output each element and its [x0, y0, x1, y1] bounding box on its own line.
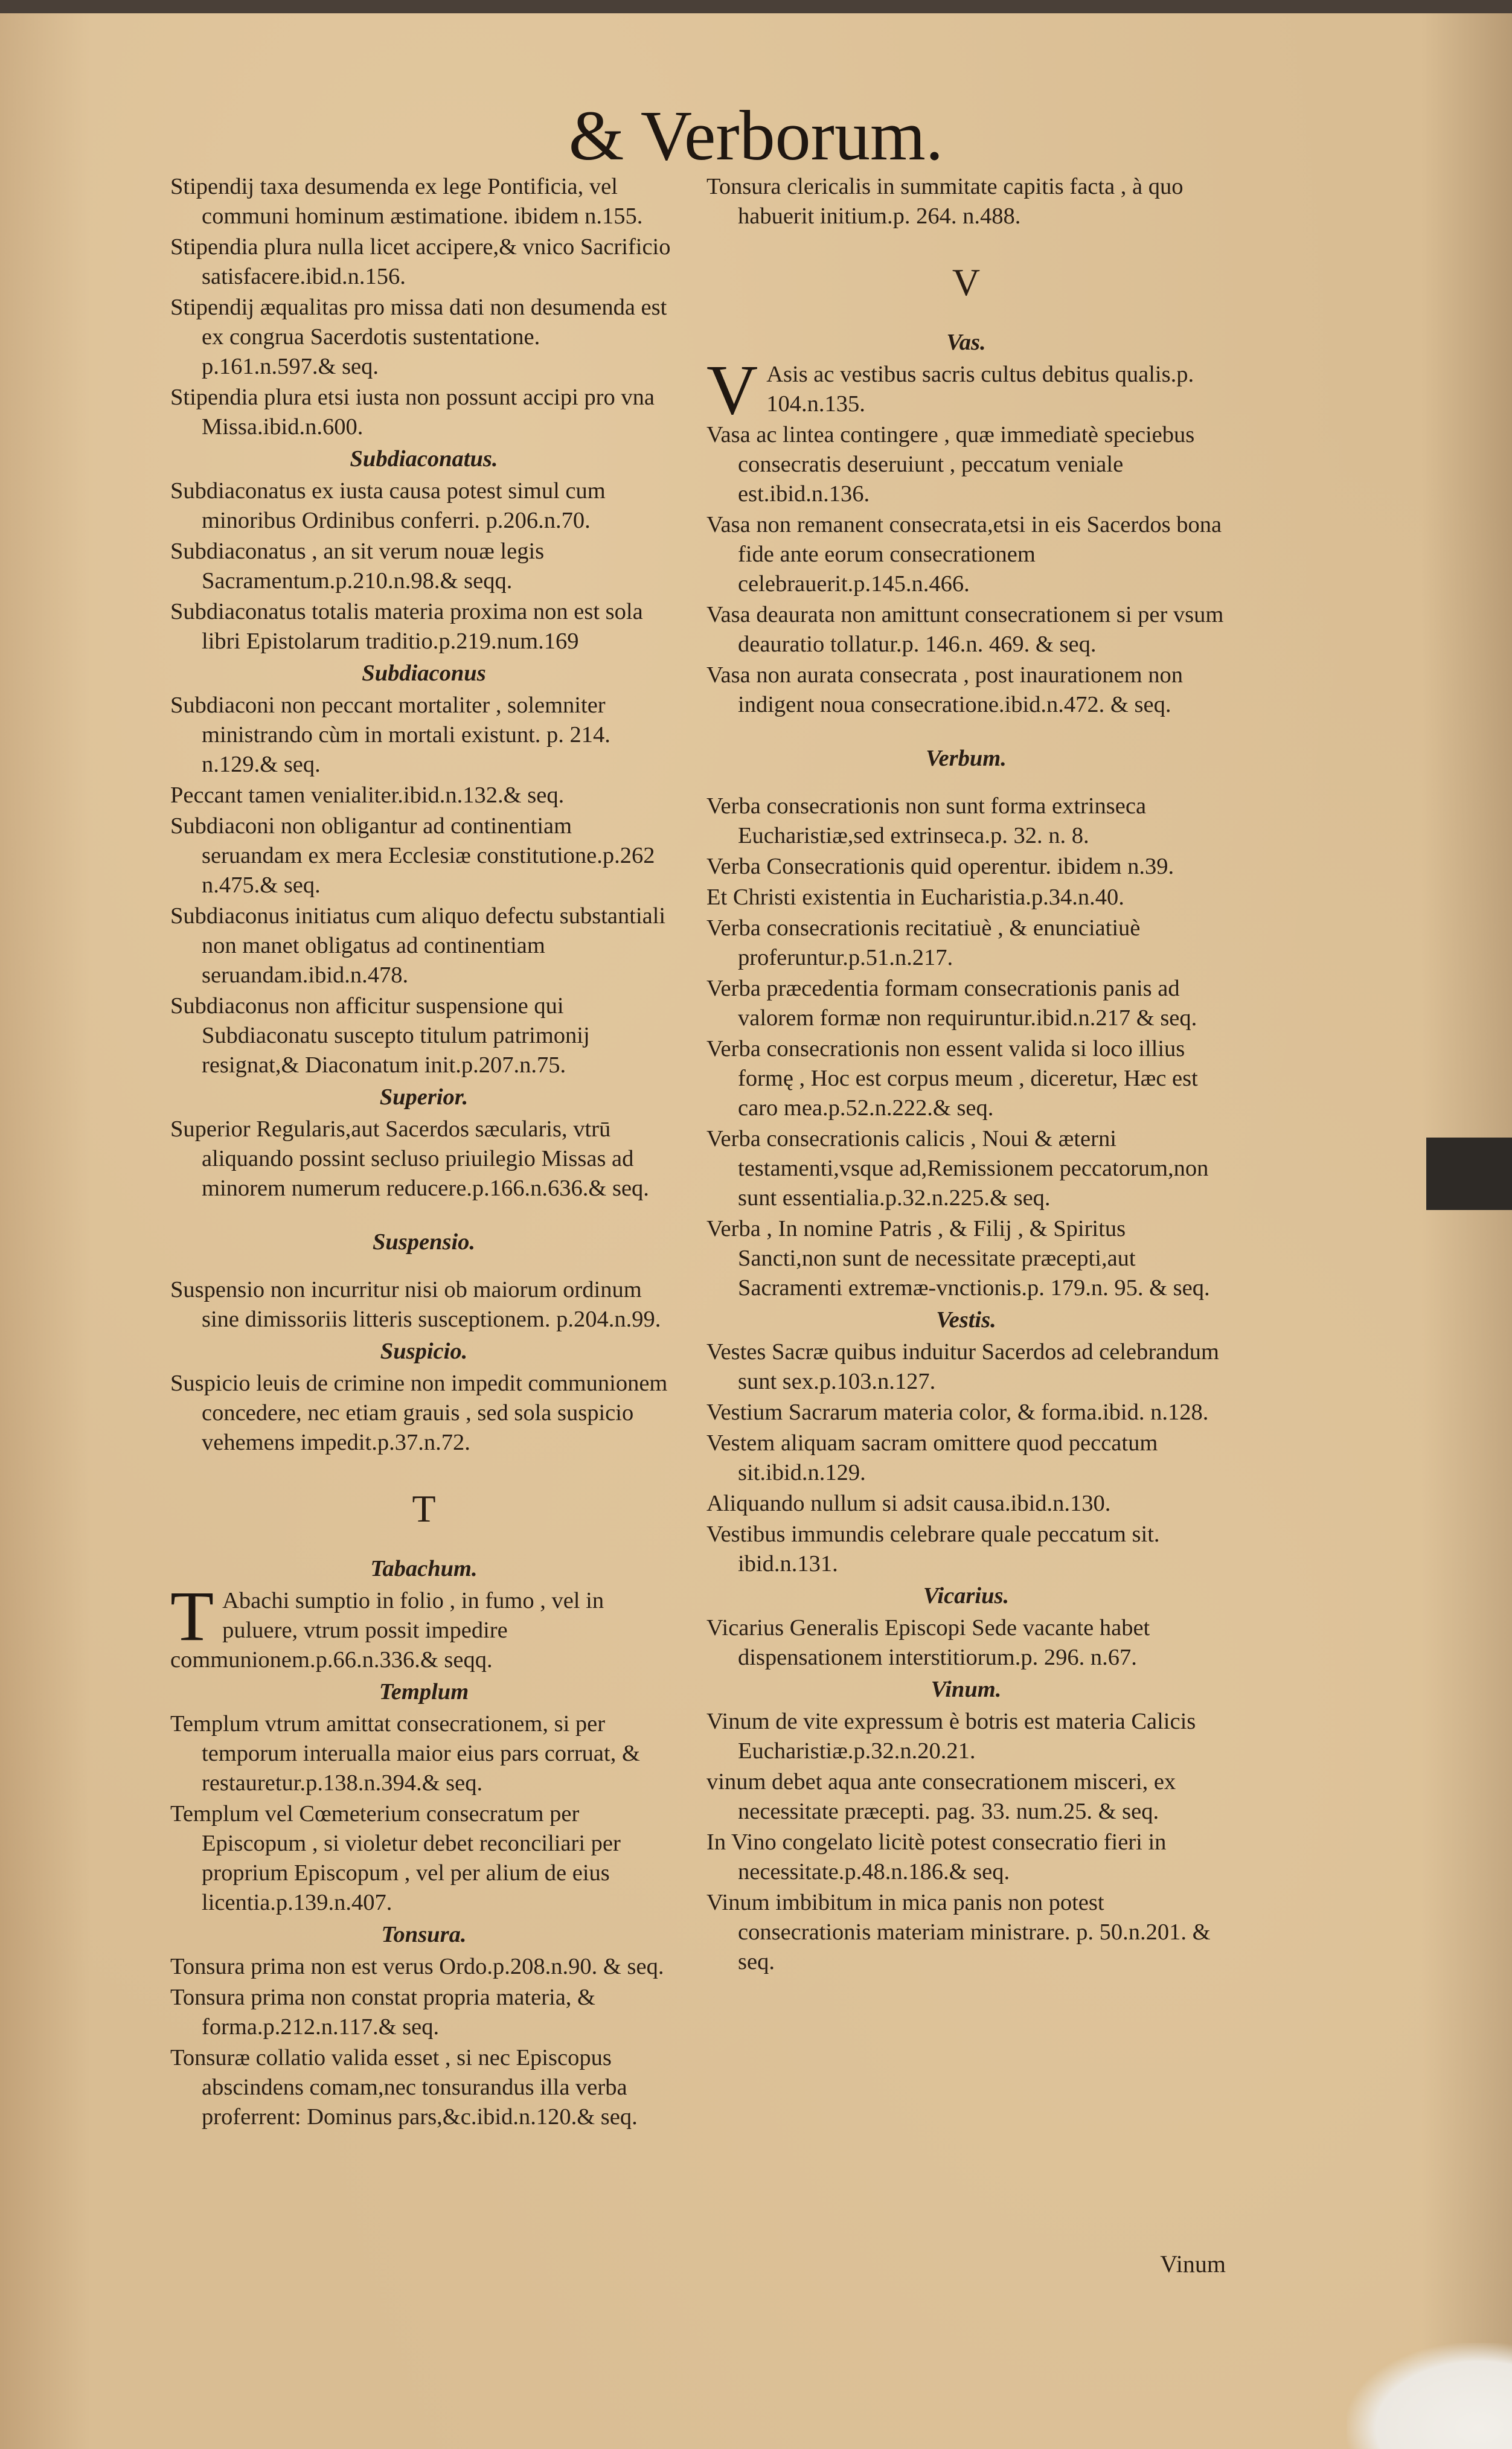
index-entry: Subdiaconatus totalis materia proxima non est sola libri Epistolarum traditio.p.219.num.169 [170, 599, 643, 654]
index-entry: Superior Regularis,aut Sacerdos sæcularis, vtrū aliquando possint secluso priuilegio Missas ad minorem numerum reducere.p.166.n.636.& seq. [170, 1116, 649, 1201]
index-entry: Verba Consecrationis quid operentur. ibidem n.39. [706, 854, 1174, 879]
index-entry: Subdiaconi non peccant mortaliter , solemniter ministrando cùm in mortali existunt. p. 214. n.129.& seq. [170, 693, 610, 777]
section-heading: Vas. [946, 330, 986, 355]
index-entry: Subdiaconus initiatus cum aliquo defectu substantiali non manet obligatus ad continentiam seruandam.ibid.n.478. [170, 903, 666, 988]
index-entry: Tonsura clericalis in summitate capitis facta , à quo habuerit initium.p. 264. n.488. [706, 174, 1184, 229]
entry-group [706, 1707, 1226, 1977]
section-heading: Vinum. [931, 1677, 1002, 1702]
section-heading: Verbum. [926, 746, 1007, 771]
section-heading: Superior. [379, 1084, 469, 1110]
page-title: & Verborum. [568, 96, 944, 175]
section-heading: Suspensio. [372, 1229, 476, 1255]
index-entry: Templum vel Cœmeterium consecratum per Episcopum , si violetur debet reconciliari per proprium Episcopum , vel per alium de eius licentia.p.139.n.407. [170, 1801, 621, 1915]
index-entry: Vicarius Generalis Episcopi Sede vacante habet dispensationem interstitiorum.p. 296. n.67. [706, 1615, 1150, 1670]
entry-text: Abachi sumptio in folio , in fumo , vel in puluere, vtrum possit impedire communionem.p.66.n.336.& seqq. [170, 1588, 604, 1673]
drop-cap: T [170, 1577, 214, 1656]
page-edge-shadow [1426, 1138, 1512, 1210]
index-entry: Verba præcedentia formam consecrationis panis ad valorem formæ non requiruntur.ibid.n.217 & seq. [706, 976, 1197, 1031]
entry-group [706, 420, 1226, 720]
torn-corner [1347, 2343, 1512, 2449]
index-entry: Vestium Sacrarum materia color, & forma.ibid. n.128. [706, 1400, 1209, 1425]
index-entry: Vestes Sacræ quibus induitur Sacerdos ad celebrandum sunt sex.p.103.n.127. [706, 1339, 1219, 1394]
index-entry: vinum debet aqua ante consecrationem misceri, ex necessitate præcepti. pag. 33. num.25. & seq. [706, 1769, 1176, 1824]
section-heading: Templum [379, 1679, 469, 1705]
index-entry: Vinum imbibitum in mica panis non potest consecrationis materiam ministrare. p. 50.n.201. & seq. [706, 1890, 1211, 1974]
index-entry: In Vino congelato licitè potest consecratio fieri in necessitate.p.48.n.186.& seq. [706, 1830, 1167, 1884]
index-entry: Verba consecrationis calicis , Noui & æterni testamenti,vsque ad,Remissionem peccatorum,non sunt essentialia.p.32.n.225.& seq. [706, 1126, 1209, 1211]
index-entry: Vestibus immundis celebrare quale peccatum sit. ibid.n.131. [706, 1522, 1160, 1577]
index-entry: Vinum de vite expressum è botris est materia Calicis Eucharistiæ.p.32.n.20.21. [706, 1709, 1196, 1764]
section-heading: Vestis. [936, 1307, 996, 1333]
index-entry: Aliquando nullum si adsit causa.ibid.n.130. [706, 1491, 1111, 1516]
index-entry: Vasa non remanent consecrata,etsi in eis Sacerdos bona fide ante eorum consecrationem celebrauerit.p.145.n.466. [706, 512, 1222, 597]
entry-group [706, 792, 1226, 1303]
section-heading: Subdiaconus [362, 661, 486, 686]
index-entry: Subdiaconi non obligantur ad continentiam seruandam ex mera Ecclesiæ constitutione.p.262 n.475.& seq. [170, 813, 655, 898]
index-entry [170, 1577, 678, 1675]
index-entry: Tonsuræ collatio valida esset , si nec Episcopus abscindens comam,nec tonsurandus illa verba proferrent: Dominus pars,&c.ibid.n.120.& seq. [170, 2045, 638, 2130]
index-entry: Et Christi existentia in Eucharistia.p.34.n.40. [706, 885, 1124, 910]
index-entry: Templum vtrum amittat consecrationem, si per temporum interualla maior eius pars corruat, & restauretur.p.138.n.394.& seq. [170, 1711, 640, 1796]
entry-group [170, 691, 678, 1080]
letter-heading: T [412, 1487, 436, 1530]
index-entry: Subdiaconus non afficitur suspensione qui Subdiaconatu suscepto titulum patrimonij resignat,& Diaconatum init.p.207.n.75. [170, 993, 590, 1078]
index-entry: Tonsura prima non constat propria materia, & forma.p.212.n.117.& seq. [170, 1985, 595, 2040]
index-entry: Vestem aliquam sacram omittere quod peccatum sit.ibid.n.129. [706, 1430, 1158, 1485]
index-entry: Stipendij æqualitas pro missa dati non desumenda est ex congrua Sacerdotis sustentatione. p.161.n.597.& seq. [170, 295, 667, 379]
section-heading: Subdiaconatus. [350, 446, 498, 472]
index-entry: Tonsura prima non est verus Ordo.p.208.n.90. & seq. [170, 1954, 664, 1979]
index-entry: Vasa ac lintea contingere , quæ immediatè speciebus consecratis deseruiunt , peccatum veniale est.ibid.n.136. [706, 422, 1195, 507]
index-entry: Stipendij taxa desumenda ex lege Pontificia, vel communi hominum æstimatione. ibidem n.155. [170, 174, 643, 229]
index-entry: Subdiaconatus ex iusta causa potest simul cum minoribus Ordinibus conferri. p.206.n.70. [170, 478, 606, 533]
entry-group [706, 1337, 1226, 1579]
index-entry: Stipendia plura nulla licet accipere,& vnico Sacrificio satisfacere.ibid.n.156. [170, 234, 671, 289]
entry-group [170, 172, 678, 442]
section-heading: Suspicio. [380, 1339, 468, 1364]
index-entry: Verba , In nomine Patris , & Filij , & Spiritus Sancti,non sunt de necessitate præcepti,aut Sacramenti extremæ-vnctionis.p. 179.n. 95. & seq. [706, 1216, 1210, 1301]
index-entry: Subdiaconatus , an sit verum nouæ legis Sacramentum.p.210.n.98.& seqq. [170, 539, 545, 594]
left-column [170, 172, 678, 2285]
section-heading: Tabachum. [370, 1556, 478, 1581]
index-entry: Verba consecrationis non sunt forma extrinseca Eucharistiæ,sed extrinseca.p. 32. n. 8. [706, 793, 1147, 848]
index-entry: Stipendia plura etsi iusta non possunt accipi pro vna Missa.ibid.n.600. [170, 385, 655, 440]
index-entry: Vasa deaurata non amittunt consecrationem si per vsum deauratio tollatur.p. 146.n. 469. & seq. [706, 602, 1224, 657]
right-column [706, 172, 1226, 2285]
section-heading: Tonsura. [381, 1922, 467, 1947]
index-entry: Suspicio leuis de crimine non impedit communionem concedere, nec etiam grauis , sed sola suspicio vehemens impedit.p.37.n.72. [170, 1371, 668, 1455]
entry-group [170, 476, 678, 656]
index-entry: Verba consecrationis recitatiuè , & enunciatiuè proferuntur.p.51.n.217. [706, 915, 1141, 970]
catchword: Vinum [1160, 2250, 1226, 2278]
index-entry: Peccant tamen venialiter.ibid.n.132.& seq. [170, 783, 565, 808]
index-entry: Suspensio non incurritur nisi ob maiorum ordinum sine dimissoriis litteris susceptionem. p.204.n.99. [170, 1277, 661, 1332]
entry-text: Asis ac vestibus sacris cultus debitus qualis.p. 104.n.135. [766, 362, 1194, 417]
index-entry [706, 350, 1226, 429]
scan-border [0, 0, 1512, 13]
letter-heading: V [952, 261, 981, 304]
index-entry: Vasa non aurata consecrata , post inaurationem non indigent noua consecratione.ibid.n.472. & seq. [706, 662, 1183, 717]
index-entry: Verba consecrationis non essent valida si loco illius formę , Hoc est corpus meum , diceretur, Hæc est caro mea.p.52.n.222.& seq. [706, 1036, 1198, 1121]
section-heading: Vicarius. [923, 1583, 1010, 1609]
drop-cap: V [706, 350, 758, 429]
